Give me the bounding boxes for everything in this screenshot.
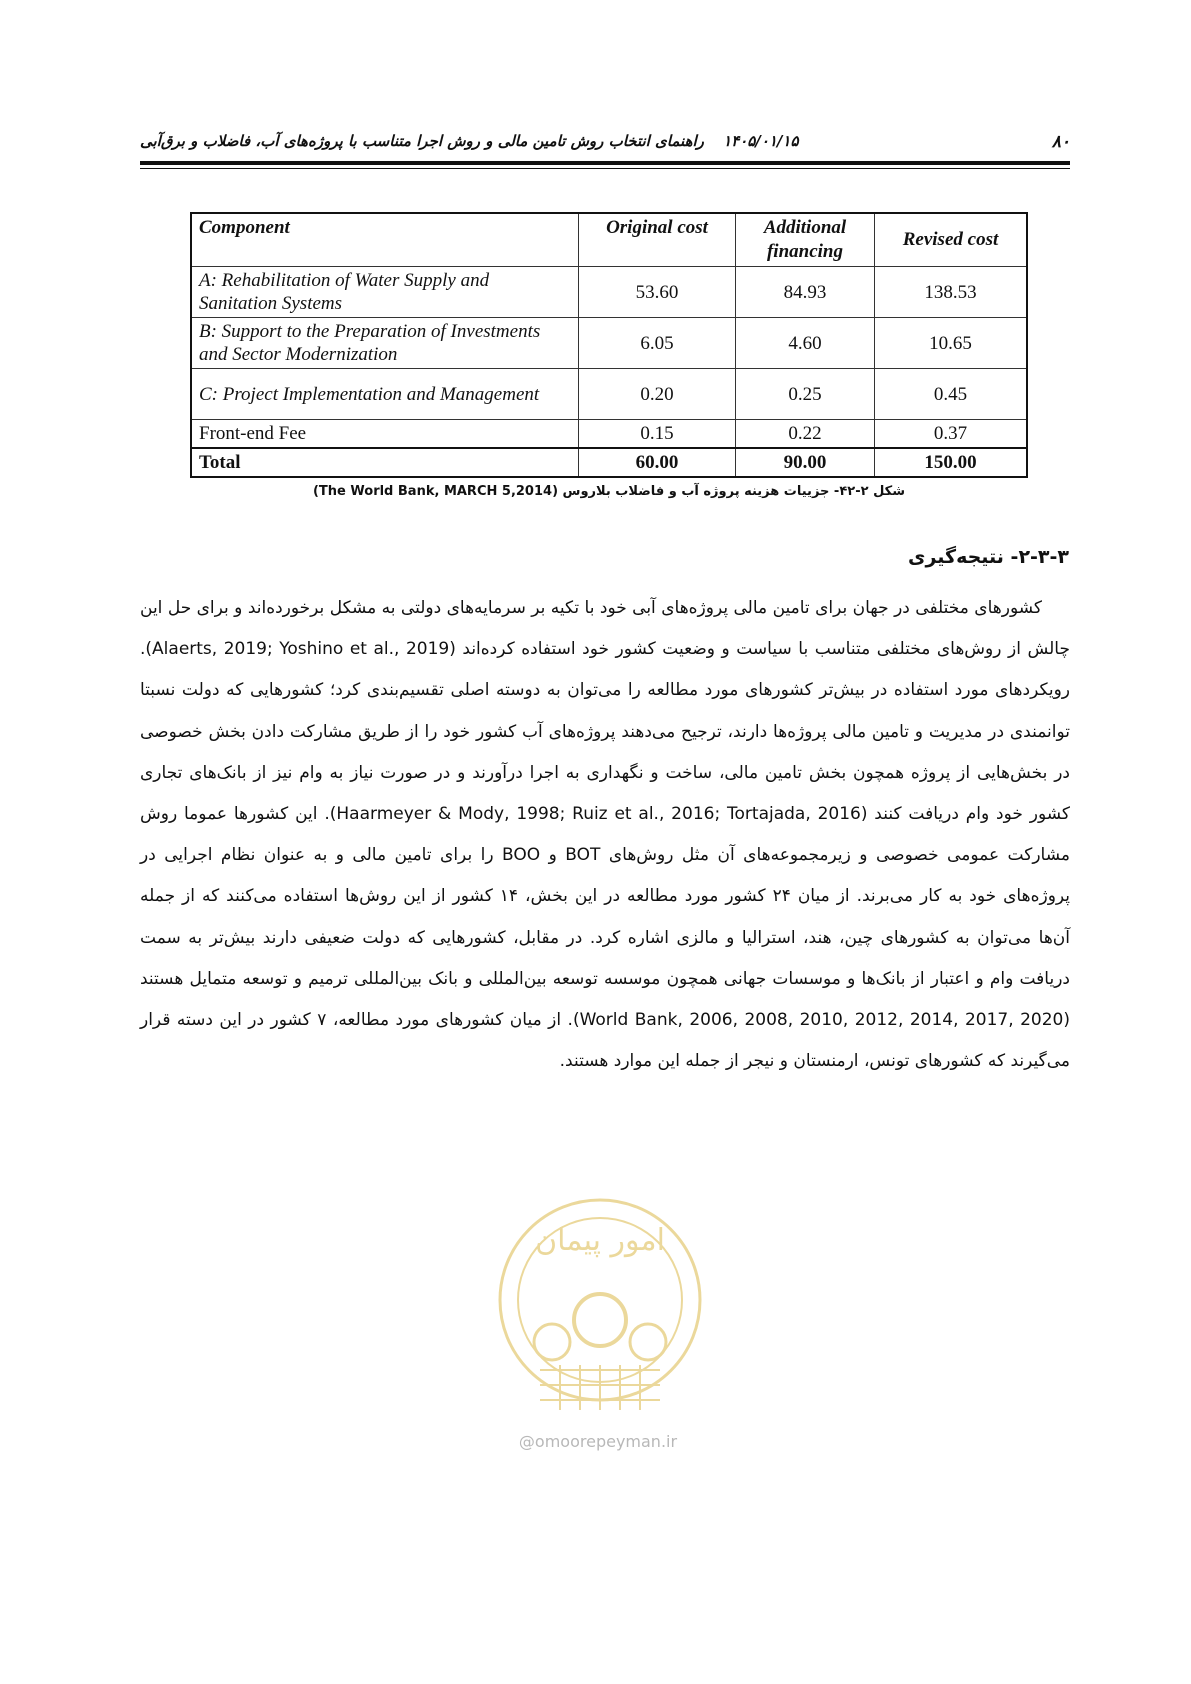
value-cell: 0.45 (875, 369, 1028, 420)
total-cell: 150.00 (875, 448, 1028, 477)
seal-text: امور پیمان (535, 1223, 665, 1258)
paragraph: کشورهای مختلفی در جهان برای تامین مالی پروژه‌های آبی خود با تکیه بر سرمایه‌های دولتی به مشکل برخورده‌اند و برای حل این چالش از روش‌های مختلفی متناسب با سیاست و وضعیت کشور خود استفاده کرده‌اند (Alaerts, 2019; Yoshino et al., 2019). رویکردهای مورد استفاده در بیش‌تر کشورهای مورد مطالعه را می‌توان به دوسته اصلی تقسیم‌بندی کرد؛ کشورهایی که دولت نسبتا توانمندی در مدیریت و تامین مالی پروژه‌ها دارند، ترجیح می‌دهند پروژه‌های آب کشور خود را از طریق مشارکت دادن بخش خصوصی در بخش‌هایی از پروژه همچون بخش تامین مالی، ساخت و نگهداری به اجرا درآورند و در صورت نیاز به وام نیز از بانک‌های تجاری کشور خود وام دریافت کنند (Haarmeyer & Mody, 1998; Ruiz et al., 2016; Tortajada, 2016). این کشورها عموما روش مشارکت عمومی خصوصی و زیرمجموعه‌های آن مثل روش‌های BOT و BOO را برای تامین مالی و به عنوان نظام اجرایی در پروژه‌های خود به کار می‌برند. از میان ۲۴ کشور مورد مطالعه در این بخش، ۱۴ کشور از این روش‌ها استفاده می‌کنند که از جمله آن‌ها می‌توان به کشورهای چین، هند، استرالیا و مالزی اشاره کرد. در مقابل، کشورهایی که دولت ضعیفی دارند بیش‌تر به سمت دریافت وام و اعتبار از بانک‌ها و موسسات جهانی همچون موسسه توسعه بین‌المللی و بانک بین‌المللی ترمیم و توسعه متمایل هستند (World Bank, 2006, 2008, 2010, 2012, 2014, 2017, 2020). از میان کشورهای مورد مطالعه، ۷ کشور در این دسته قرار می‌گیرند که کشورهای تونس، ارمنستان و نیجر از جمله این موارد هستند. (140, 598, 1071, 1072)
table-row (191, 369, 1027, 420)
value-cell: 84.93 (736, 267, 875, 318)
running-title (140, 132, 799, 150)
column-header: Additional financing (736, 213, 875, 267)
column-header: Component (191, 213, 579, 267)
table-row (191, 267, 1027, 318)
cost-table (190, 212, 1028, 478)
header-date: ۱۴۰۵/۰۱/۱۵ (723, 132, 799, 150)
value-cell: 0.25 (736, 369, 875, 420)
component-cell: A: Rehabilitation of Water Supply and Sanitation Systems (191, 267, 579, 318)
seal-watermark (480, 1170, 720, 1460)
header-title: راهنمای انتخاب روش تامین مالی و روش اجرا متناسب با پروژه‌های آب، فاضلاب و برق‌آبی (140, 132, 704, 150)
table-header-row (191, 213, 1027, 267)
body-text (140, 588, 1070, 1082)
component-cell: C: Project Implementation and Management (191, 369, 579, 420)
header-rule (140, 161, 1070, 165)
value-cell: 6.05 (579, 318, 736, 369)
component-cell: B: Support to the Preparation of Investments and Sector Modernization (191, 318, 579, 369)
total-cell: 90.00 (736, 448, 875, 477)
header-rule-thin (140, 168, 1070, 169)
value-cell: 53.60 (579, 267, 736, 318)
value-cell: 10.65 (875, 318, 1028, 369)
watermark-url: @omoorepeyman.ir (518, 1432, 678, 1451)
column-header: Revised cost (875, 213, 1028, 267)
table-row (191, 318, 1027, 369)
figure-caption: شکل ۲-۴۲- جزییات هزینه پروژه آب و فاضلاب بلاروس (The World Bank, MARCH 5,2014) (312, 484, 906, 499)
column-header: Original cost (579, 213, 736, 267)
component-cell: Front-end Fee (191, 420, 579, 449)
value-cell: 0.37 (875, 420, 1028, 449)
value-cell: 0.22 (736, 420, 875, 449)
table-row (191, 420, 1027, 449)
section-heading: ۲-۳-۳- نتیجه‌گیری (908, 546, 1069, 568)
value-cell: 0.20 (579, 369, 736, 420)
value-cell: 4.60 (736, 318, 875, 369)
value-cell: 138.53 (875, 267, 1028, 318)
total-label: Total (191, 448, 579, 477)
total-cell: 60.00 (579, 448, 736, 477)
value-cell: 0.15 (579, 420, 736, 449)
page-header (140, 128, 1070, 162)
page-number: ۸۰ (1051, 132, 1070, 152)
total-row (191, 448, 1027, 477)
